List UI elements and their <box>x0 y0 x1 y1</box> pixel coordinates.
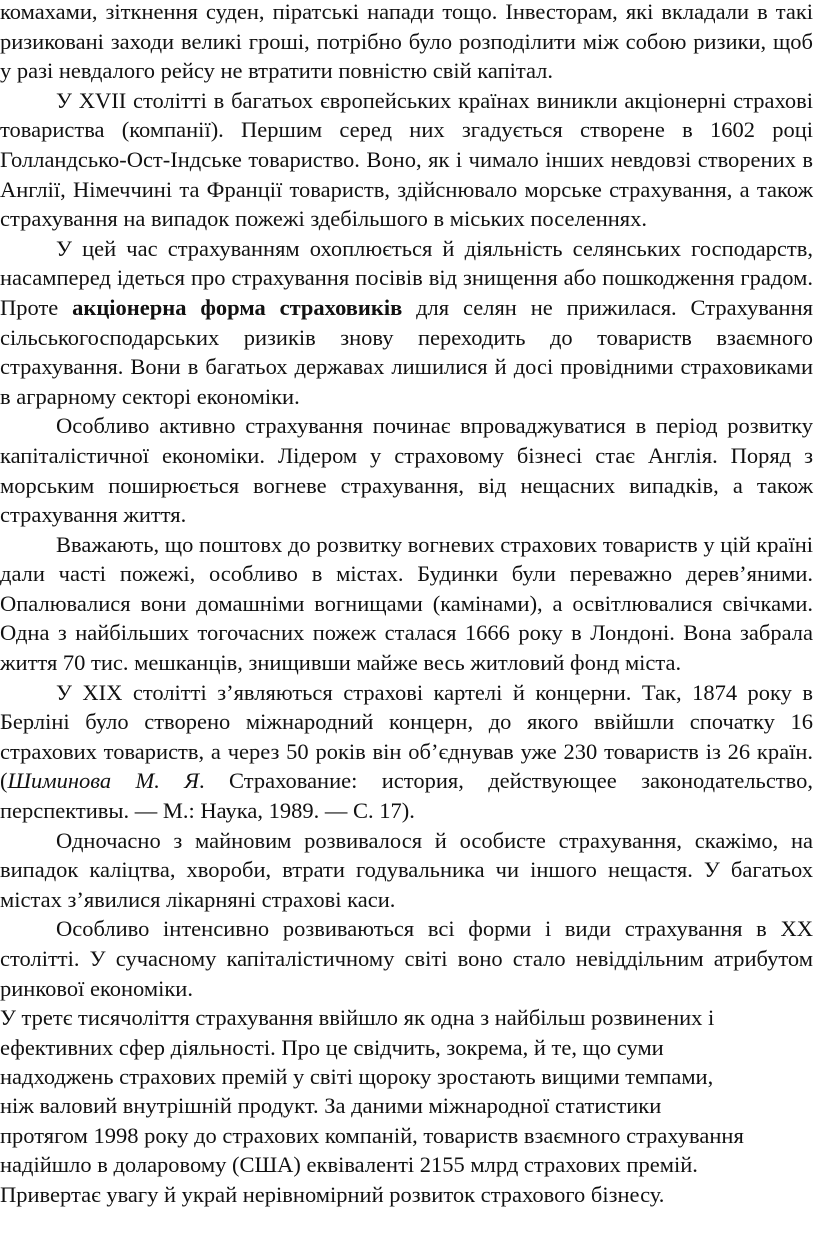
paragraph-9-line-1: У третє тисячоліття страхування ввійшло як одна з найбільш розвинених і <box>0 1005 715 1031</box>
paragraph-6-text-after: . Страхование: история, действующее законодательство, перспективы. — М.: Наука, 1989. — С. 17). <box>0 768 813 824</box>
paragraph-3-text-after: для селян не прижилася. Страхування сільськогосподарських ризиків знову переходить до товариств взаємного страхування. Вони в багатьох державах лишилися й досі провідними страховиками в аграрному секторі економіки. <box>0 294 813 409</box>
paragraph-9-line-3: надходжень страхових премій у світі щороку зростають вищими темпами, <box>0 1064 714 1089</box>
paragraph-9-line-5: протягом 1998 року до страхових компаній, товариств взаємного страхування <box>0 1122 744 1148</box>
paragraph-4-text: Особливо активно страхування починає впроваджуватися в період розвитку капіталістичної економіки. Лідером у страховому бізнесі стає Англія. Поряд з морським поширюється вогневе страхування, від нещасних випадків, а також страхування життя. <box>0 413 813 528</box>
paragraph-1-text: комахами, зіткнення суден, піратські напади тощо. Інвесторам, які вкладали в такі ризиковані заходи великі гроші, потрібно було розподілити між собою ризики, щоб у разі невдалого рейсу не втратити повністю свій капітал. <box>0 0 813 84</box>
paragraph-6 <box>0 678 813 826</box>
paragraph-9-line-7: Привертає увагу й украй нерівномірний розвиток страхового бізнесу. <box>0 1181 665 1207</box>
paragraph-2 <box>0 86 813 234</box>
paragraph-6-text-before: У XIX столітті з’являються страхові картелі й концерни. Так, 1874 року в Берліні було створено міжнародний концерн, до якого ввійшли спочатку 16 страхових товариств, а через 50 років він об’єднував уже 230 товариств із 26 країн. ( <box>0 679 813 794</box>
paragraph-9 <box>0 1003 813 1209</box>
paragraph-7-text: Одночасно з майновим розвивалося й особисте страхування, скажімо, на випадок каліцтва, хвороби, втрати годувальника чи іншого нещастя. У багатьох містах з’явилися лікарняні страхові каси. <box>0 827 813 912</box>
paragraph-7 <box>0 826 813 915</box>
paragraph-5 <box>0 530 813 678</box>
paragraph-9-line-4: ніж валовий внутрішній продукт. За даними міжнародної статистики <box>0 1093 662 1119</box>
paragraph-9-line-6: надійшло в доларовому (США) еквіваленті 2155 млрд страхових премій. <box>0 1152 698 1178</box>
paragraph-9-line-2: ефективних сфер діяльності. Про це свідчить, зокрема, й те, що суми <box>0 1034 664 1060</box>
paragraph-3-text-before: У цей час страхуванням охоплюється й діяльність селянських господарств, насамперед ідеться про страхування посівів від знищення або пошкодження градом. Проте <box>0 235 813 320</box>
paragraph-8 <box>0 914 813 1003</box>
paragraph-6-citation-author: Шиминова М. Я <box>7 768 200 794</box>
paragraph-3 <box>0 234 813 412</box>
paragraph-8-text: Особливо інтенсивно розвиваються всі форми і види страхування в ХХ столітті. У сучасному капіталістичному світі воно стало невіддільним атрибутом ринкової економіки. <box>0 916 813 1001</box>
paragraph-5-text: Вважають, що поштовх до розвитку вогневих страхових товариств у цій країні дали часті пожежі, особливо в містах. Будинки були переважно дерев’яними. Опалювалися вони домашніми вогнищами (камінами), а освітлювалися свічками. Одна з найбільших тогочасних пожеж сталася 1666 року в Лондоні. Вона забрала життя 70 тис. мешканців, знищивши майже весь житловий фонд міста. <box>0 531 813 676</box>
paragraph-3-bold-term: акціонерна форма страховиків <box>72 294 403 320</box>
paragraph-2-text: У XVII столітті в багатьох європейських країнах виникли акціонерні страхові товариства (компанії). Першим серед них згадується створене в 1602 році Голландсько-Ост-Індське товариство. Воно, як і чимало інших невдовзі створених в Англії, Німеччині та Франції товариств, здійснювало морське страхування, а також страхування на випадок пожежі здебільшого в міських поселеннях. <box>0 87 813 232</box>
paragraph-1 <box>0 0 813 86</box>
paragraph-4 <box>0 411 813 529</box>
